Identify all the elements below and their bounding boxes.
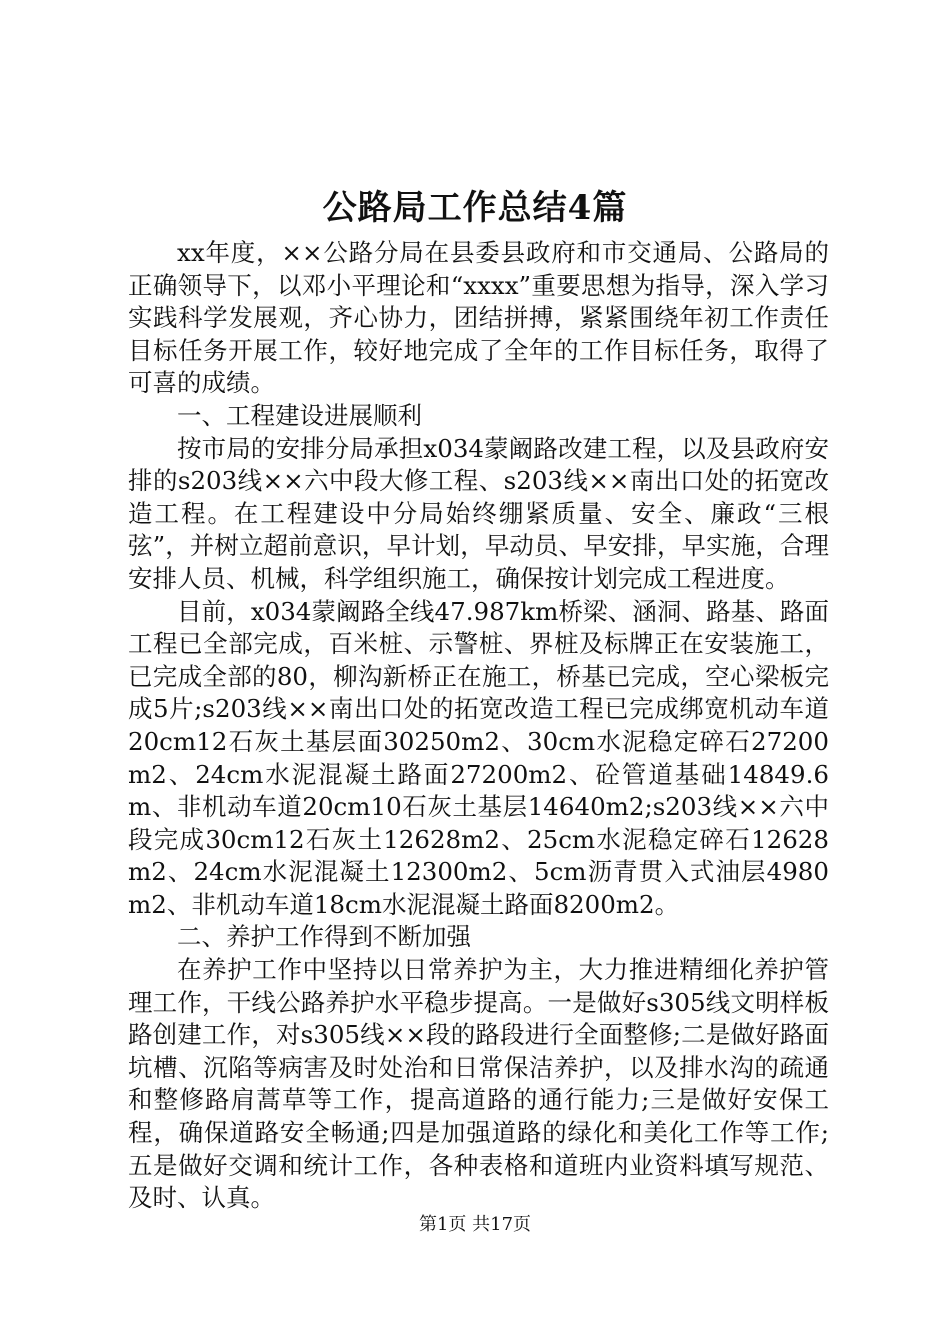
document-body	[128, 237, 829, 1215]
section-heading-engineering: 一、工程建设进展顺利	[177, 400, 422, 430]
maintenance-paragraph: 在养护工作中坚持以日常养护为主，大力推进精细化养护管理工作，干线公路养护水平稳步提高。一是做好s305线文明样板路创建工作，对s305线××段的路段进行全面整修;二是做好路面坑槽、沉陷等病害及时处治和日常保洁养护，以及排水沟的疏通和整修路肩蒿草等工作，提高道路的通行能力;三是做好安保工程，确保道路安全畅通;四是加强道路的绿化和美化工作等工作;五是做好交调和统计工作，各种表格和道班内业资料填写规范、及时、认真。	[128, 955, 829, 1213]
page-title: 公路局工作总结4篇	[322, 188, 628, 228]
intro-paragraph: xx年度，××公路分局在县委县政府和市交通局、公路局的正确领导下，以邓小平理论和“xxxx”重要思想为指导，深入学习实践科学发展观，齐心协力，团结拼搏，紧紧围绕年初工作责任目标任务开展工作，较好地完成了全年的工作目标任务，取得了可喜的成绩。	[128, 238, 829, 398]
progress-paragraph: 目前，x034蒙阚路全线47.987km桥梁、涵洞、路基、路面工程已全部完成，百米桩、示警桩、界桩及标牌正在安装施工，已完成全部的80，柳沟新桥正在施工，桥基已完成，空心梁板完成5片;s203线××南出口处的拓宽改造工程已完成绑宽机动车道20cm12石灰土基层面30250m2、30cm水泥稳定碎石27200m2、24cm水泥混凝土路面27200m2、砼管道基础14849.6m、非机动车道20cm10石灰土基层14640m2;s203线××六中段完成30cm12石灰土12628m2、25cm水泥稳定碎石12628m2、24cm水泥混凝土12300m2、5cm沥青贯入式油层4980m2、非机动车道18cm水泥混凝土路面8200m2。	[128, 596, 829, 919]
engineering-paragraph: 按市局的安排分局承担x034蒙阚路改建工程，以及县政府安排的s203线××六中段大修工程、s203线××南出口处的拓宽改造工程。在工程建设中分局始终绷紧质量、安全、廉政“三根弦”，并树立超前意识，早计划，早动员、早安排，早实施，合理安排人员、机械，科学组织施工，确保按计划完成工程进度。	[128, 433, 829, 593]
section-heading-maintenance: 二、养护工作得到不断加强	[177, 922, 471, 952]
page-footer: 第1页 共17页	[418, 1214, 532, 1235]
